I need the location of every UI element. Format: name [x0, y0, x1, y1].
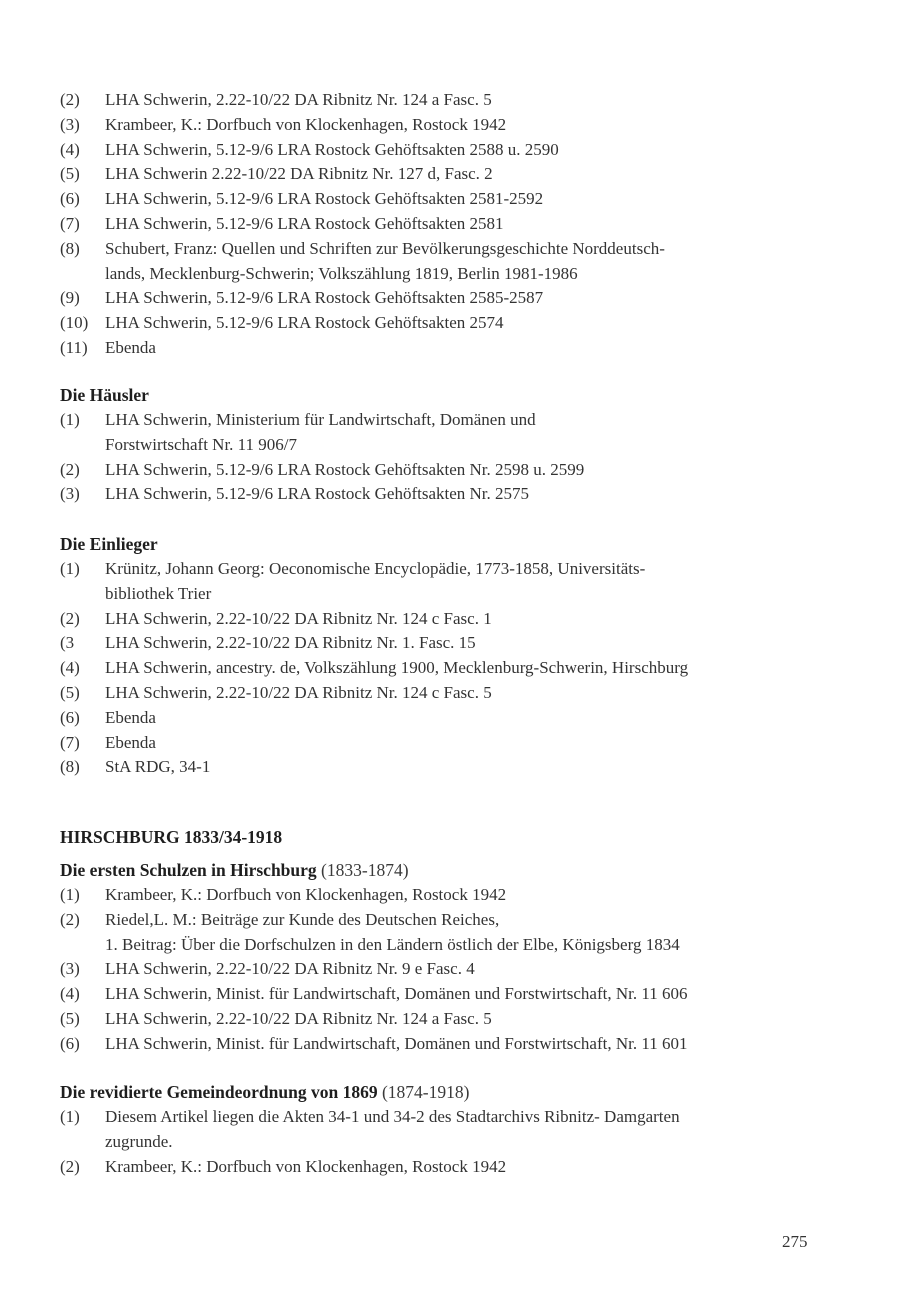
note-number: (1) — [60, 1107, 80, 1126]
note-entry — [60, 731, 840, 756]
note-number: (9) — [60, 288, 80, 308]
section-heading — [60, 1081, 840, 1103]
note-entry — [60, 311, 840, 336]
section-heading: Die Einlieger — [60, 534, 158, 554]
note-entry — [60, 88, 840, 113]
note-number: (3) — [60, 959, 80, 979]
note-number: (11) — [60, 337, 88, 357]
note-text: LHA Schwerin, 5.12-9/6 LRA Rostock Gehöftsakten Nr. 2598 u. 2599 — [105, 459, 585, 479]
note-number: (3) — [60, 484, 80, 504]
note-text: Krambeer, K.: Dorfbuch von Klockenhagen, Rostock 1942 — [105, 1156, 507, 1176]
notes-list — [60, 88, 840, 361]
note-entry — [60, 336, 840, 361]
note-text: Ebenda — [105, 732, 156, 752]
page-number: 275 — [782, 1232, 808, 1251]
note-entry — [60, 187, 840, 212]
note-text: LHA Schwerin, 5.12-9/6 LRA Rostock Gehöftsakten 2585-2587 — [105, 288, 544, 308]
note-text: Krambeer, K.: Dorfbuch von Klockenhagen, Rostock 1942 — [105, 885, 507, 904]
note-number: (4) — [60, 984, 80, 1004]
note-number: (1) — [60, 559, 80, 578]
note-number: (7) — [60, 732, 80, 752]
note-text: Krünitz, Johann Georg: Oeconomische Encyclopädie, 1773-1858, Universitäts- — [105, 559, 646, 578]
note-text-continued: 1. Beitrag: Über die Dorfschulzen in den Ländern östlich der Elbe, Königsberg 1834 — [105, 934, 680, 954]
note-entry — [60, 908, 840, 958]
section-heading-period: (1874-1918) — [381, 1082, 470, 1102]
note-text: Diesem Artikel liegen die Akten 34-1 und 34-2 des Stadtarchivs Ribnitz- Damgarten — [105, 1107, 680, 1126]
note-entry — [60, 957, 840, 982]
note-number: (6) — [60, 707, 80, 727]
note-entry — [60, 1032, 840, 1057]
note-number: (5) — [60, 1008, 80, 1028]
note-entry — [60, 113, 840, 138]
note-number: (2) — [60, 459, 80, 479]
note-text: LHA Schwerin 2.22-10/22 DA Ribnitz Nr. 127 d, Fasc. 2 — [105, 164, 493, 184]
note-number: (4) — [60, 139, 80, 159]
note-text: LHA Schwerin, 2.22-10/22 DA Ribnitz Nr. 124 a Fasc. 5 — [105, 90, 492, 109]
note-number: (2) — [60, 608, 80, 628]
note-entry — [60, 138, 840, 163]
note-number: (6) — [60, 1033, 80, 1053]
note-text: LHA Schwerin, Minist. für Landwirtschaft, Domänen und Forstwirtschaft, Nr. 11 606 — [105, 984, 688, 1004]
section-heading-title: Die ersten Schulzen in Hirschburg — [60, 860, 317, 880]
note-text: Schubert, Franz: Quellen und Schriften zur Bevölkerungsgeschichte Norddeutsch- — [105, 238, 665, 258]
note-number: (1) — [60, 410, 80, 429]
note-entry — [60, 1105, 840, 1155]
note-number: (4) — [60, 658, 80, 678]
note-text: LHA Schwerin, 5.12-9/6 LRA Rostock Gehöftsakten 2581-2592 — [105, 189, 544, 209]
note-text-continued: bibliothek Trier — [105, 583, 212, 603]
note-number: (8) — [60, 757, 80, 777]
note-entry — [60, 458, 840, 483]
section-haeusler — [60, 384, 840, 507]
note-number: (3) — [60, 114, 80, 134]
note-number: (1) — [60, 885, 80, 904]
section-erste-schulzen — [60, 859, 840, 1057]
notes-list — [60, 883, 840, 1057]
note-text: Ebenda — [105, 707, 156, 727]
note-number: (2) — [60, 90, 80, 109]
note-entry — [60, 706, 840, 731]
note-number: (8) — [60, 238, 80, 258]
notes-list — [60, 408, 840, 507]
note-text: LHA Schwerin, 2.22-10/22 DA Ribnitz Nr. 1. Fasc. 15 — [105, 633, 476, 653]
note-text-continued: lands, Mecklenburg-Schwerin; Volkszählung 1819, Berlin 1981-1986 — [105, 263, 578, 283]
note-entry — [60, 237, 840, 287]
note-entry — [60, 982, 840, 1007]
note-entry — [60, 755, 840, 780]
note-number: (2) — [60, 909, 80, 929]
note-text: LHA Schwerin, 5.12-9/6 LRA Rostock Gehöftsakten 2588 u. 2590 — [105, 139, 559, 159]
note-number: (10) — [60, 313, 89, 333]
note-text: LHA Schwerin, Minist. für Landwirtschaft, Domänen und Forstwirtschaft, Nr. 11 601 — [105, 1033, 688, 1053]
section-einlieger — [60, 533, 840, 780]
note-text: LHA Schwerin, 5.12-9/6 LRA Rostock Gehöftsakten 2574 — [105, 313, 504, 333]
note-text-continued: Forstwirtschaft Nr. 11 906/7 — [105, 434, 298, 454]
note-entry — [60, 1155, 840, 1180]
note-entry — [60, 557, 840, 607]
note-entry — [60, 681, 840, 706]
note-entry — [60, 162, 840, 187]
notes-list — [60, 1105, 840, 1179]
note-text: LHA Schwerin, 2.22-10/22 DA Ribnitz Nr. 124 c Fasc. 1 — [105, 608, 492, 628]
note-entry — [60, 408, 840, 458]
notes-list — [60, 557, 840, 780]
note-entry — [60, 656, 840, 681]
note-text: Ebenda — [105, 337, 156, 357]
section-gemeindeordnung — [60, 1081, 840, 1179]
note-text: LHA Schwerin, Ministerium für Landwirtschaft, Domänen und — [105, 410, 536, 429]
note-text: LHA Schwerin, 5.12-9/6 LRA Rostock Gehöftsakten 2581 — [105, 213, 504, 233]
note-entry — [60, 631, 840, 656]
section-heading-period: (1833-1874) — [321, 860, 409, 880]
note-entry — [60, 212, 840, 237]
note-text: Riedel,L. M.: Beiträge zur Kunde des Deutschen Reiches, — [105, 909, 500, 929]
section-heading-title: Die revidierte Gemeindeordnung von 1869 — [60, 1082, 378, 1102]
note-number: (7) — [60, 213, 80, 233]
section-continued-notes — [60, 86, 840, 361]
note-text: LHA Schwerin, 2.22-10/22 DA Ribnitz Nr. 124 c Fasc. 5 — [105, 682, 492, 702]
note-number: (3 — [60, 633, 75, 653]
note-text: Krambeer, K.: Dorfbuch von Klockenhagen, Rostock 1942 — [105, 114, 507, 134]
section-heading — [60, 859, 840, 881]
note-number: (5) — [60, 164, 80, 184]
note-entry — [60, 1007, 840, 1032]
note-text: StA RDG, 34-1 — [105, 757, 211, 777]
note-text: LHA Schwerin, 2.22-10/22 DA Ribnitz Nr. 124 a Fasc. 5 — [105, 1008, 492, 1028]
note-text: LHA Schwerin, 5.12-9/6 LRA Rostock Gehöftsakten Nr. 2575 — [105, 484, 530, 504]
note-entry — [60, 286, 840, 311]
note-entry — [60, 482, 840, 507]
section-heading: Die Häusler — [60, 385, 149, 405]
note-number: (6) — [60, 189, 80, 209]
note-text: LHA Schwerin, ancestry. de, Volkszählung 1900, Mecklenburg-Schwerin, Hirschburg — [105, 658, 689, 678]
part-title: HIRSCHBURG 1833/34-1918 — [60, 827, 283, 847]
note-entry — [60, 883, 840, 908]
note-text: LHA Schwerin, 2.22-10/22 DA Ribnitz Nr. 9 e Fasc. 4 — [105, 959, 475, 979]
note-number: (2) — [60, 1156, 80, 1176]
note-entry — [60, 607, 840, 632]
note-number: (5) — [60, 682, 80, 702]
part-header — [60, 826, 840, 848]
note-text-continued: zugrunde. — [105, 1131, 173, 1151]
